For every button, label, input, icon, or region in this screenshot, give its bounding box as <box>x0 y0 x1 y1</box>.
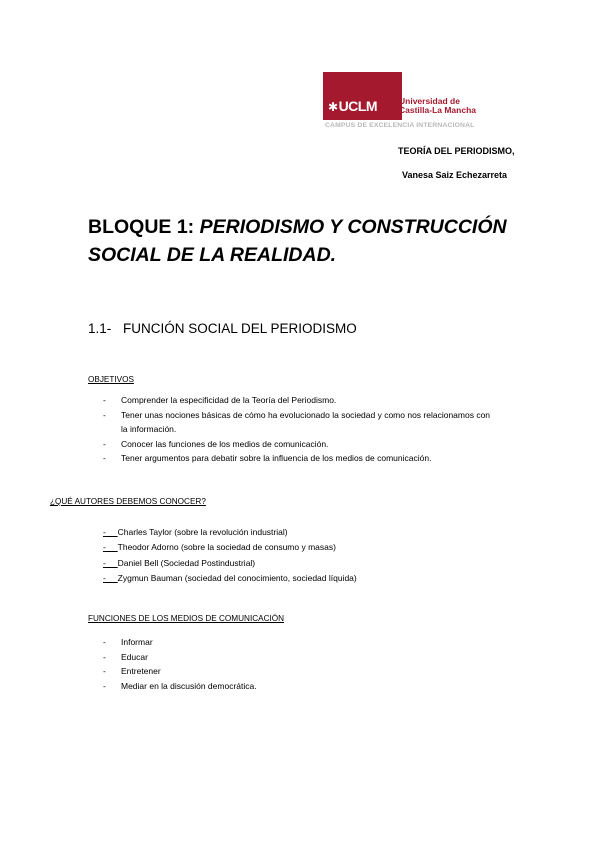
list-item: - Educar <box>121 650 501 665</box>
section-heading-text: FUNCIÓN SOCIAL DEL PERIODISMO <box>123 321 357 336</box>
list-item: - Conocer las funciones de los medios de comunicación. <box>121 437 511 452</box>
autores-list <box>103 525 357 586</box>
list-item: - Tener unas nociones básicas de cómo ha evolucionado la sociedad y como nos relacionamos con la información. <box>103 409 491 434</box>
list-item: - Mediar en la discusión democrática. <box>121 679 501 694</box>
dash-bullet: - <box>103 453 106 463</box>
dash-bullet: - <box>103 651 106 662</box>
list-item: - Tener argumentos para debatir sobre la influencia de los medios de comunicación. <box>121 451 511 466</box>
list-item: - Entretener <box>121 664 501 679</box>
funciones-label: FUNCIONES DE LOS MEDIOS DE COMUNICACIÓN <box>88 614 285 623</box>
list-item: - Comprender la especificidad de la Teoría del Periodismo. <box>121 393 511 408</box>
title-prefix: BLOQUE 1: <box>88 216 200 238</box>
dash-bullet: - <box>103 557 106 568</box>
logo-star-icon: ✱ <box>328 100 338 114</box>
objetivos-label: OBJETIVOS <box>88 375 134 384</box>
list-item: - Informar <box>121 635 501 650</box>
dash-bullet: - <box>103 572 106 583</box>
list-item: - Theodor Adorno (sobre la sociedad de consumo y masas) <box>103 542 336 553</box>
logo-wordmark: ✱UCLM <box>328 98 377 114</box>
dash-bullet: - <box>103 527 106 537</box>
list-item: - Zygmun Bauman (sociedad del conocimiento, sociedad líquida) <box>103 572 357 583</box>
title-italic: PERIODISMO Y CONSTRUCCIÓN SOCIAL DE LA REALIDAD. <box>88 216 507 266</box>
dash-bullet: - <box>103 395 106 405</box>
dash-bullet: - <box>103 680 106 691</box>
funciones-list <box>103 635 501 693</box>
course-name: TEORÍA DEL PERIODISMO, <box>398 146 515 156</box>
dash-bullet: - <box>103 666 106 676</box>
section-number: 1.1- <box>88 321 112 336</box>
uclm-logo <box>323 72 486 130</box>
dash-bullet: - <box>103 409 106 420</box>
page-title <box>88 213 568 269</box>
author-name: Vanesa Saiz Echezarreta <box>402 170 508 180</box>
autores-label: ¿QUÉ AUTORES DEBEMOS CONOCER? <box>50 497 206 506</box>
dash-bullet: - <box>103 637 106 647</box>
dash-bullet: - <box>103 542 106 553</box>
logo-campus-text: CAMPUS DE EXCELENCIA INTERNACIONAL <box>325 122 475 129</box>
logo-university-name: Universidad de Castilla-La Mancha <box>399 96 476 115</box>
list-item: - Daniel Bell (Sociedad Postindustrial) <box>103 557 256 568</box>
dash-bullet: - <box>103 438 106 449</box>
list-item: - Charles Taylor (sobre la revolución industrial) <box>103 527 288 537</box>
section-heading <box>88 321 357 336</box>
objetivos-list <box>103 393 511 466</box>
